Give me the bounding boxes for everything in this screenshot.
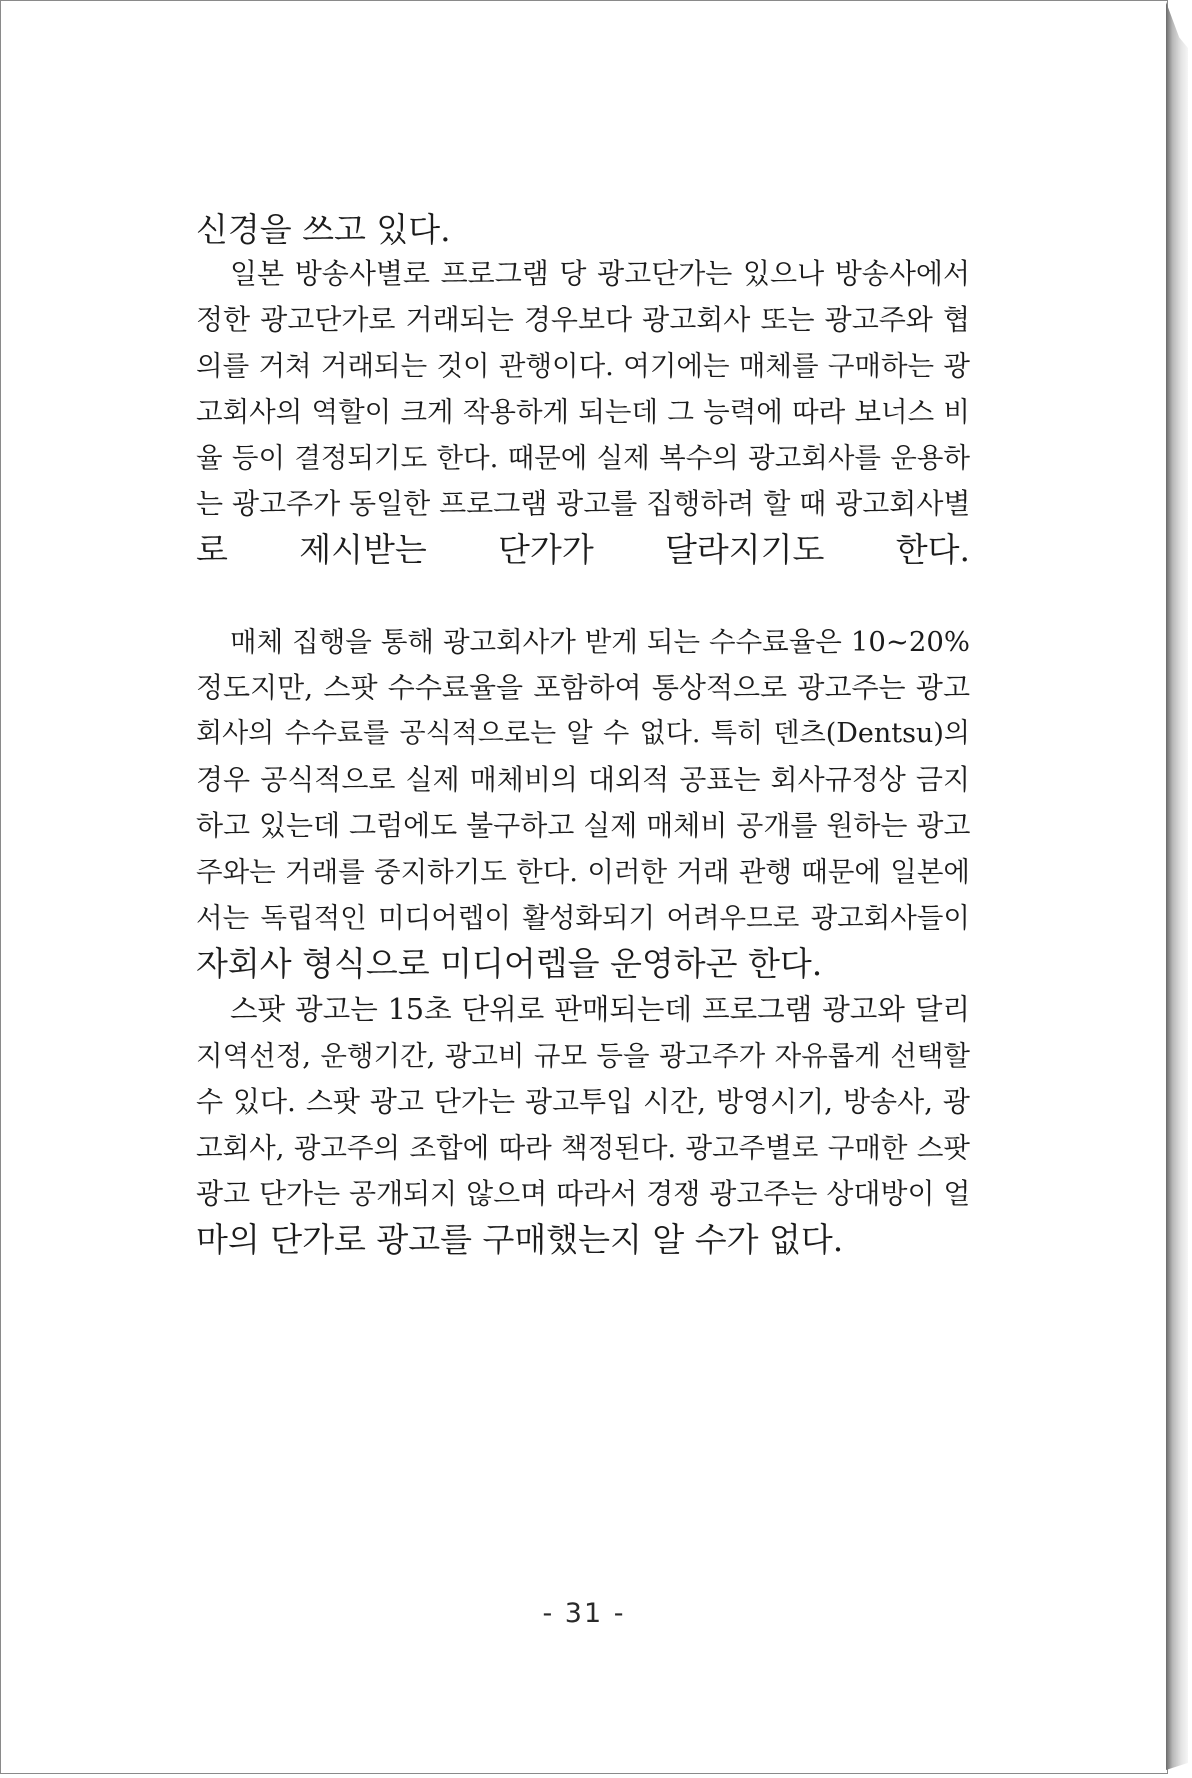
text-line: 고회사, 광고주의 조합에 따라 책정된다. 광고주별로 구매한 스팟 xyxy=(196,1132,970,1164)
text-line: 마의 단가로 광고를 구매했는지 알 수가 없다. xyxy=(196,1220,844,1259)
text-line xyxy=(196,574,970,618)
text-line: 하고 있는데 그럼에도 불구하고 실제 매체비 공개를 원하는 광고 xyxy=(196,809,971,842)
text-line: 지역선정, 운행기간, 광고비 규모 등을 광고주가 자유롭게 선택할 xyxy=(196,1040,970,1072)
text-line: 일본 방송사별로 프로그램 당 광고단가는 있으나 방송사에서 xyxy=(230,257,970,290)
page-edge-shadow xyxy=(1166,2,1188,1770)
text-line: 의를 거쳐 거래되는 것이 관행이다. 여기에는 매체를 구매하는 광 xyxy=(196,350,970,382)
text-line: 정도지만, 스팟 수수료율을 포함하여 통상적으로 광고주는 광고 xyxy=(196,671,970,704)
text-line: 고회사의 역할이 크게 작용하게 되는데 그 능력에 따라 보너스 비 xyxy=(196,396,970,428)
text-line: 스팟 광고는 15초 단위로 판매되는데 프로그램 광고와 달리 xyxy=(230,993,970,1026)
text-line: 서는 독립적인 미디어렙이 활성화되기 어려우므로 광고회사들이 xyxy=(196,902,970,934)
text-line: 정한 광고단가로 거래되는 경우보다 광고회사 또는 광고주와 협 xyxy=(196,303,970,336)
text-line: 매체 집행을 통해 광고회사가 받게 되는 수수료율은 10~20% xyxy=(230,626,970,658)
text-line: 율 등이 결정되기도 한다. 때문에 실제 복수의 광고회사를 운용하 xyxy=(196,442,970,474)
text-line: 회사의 수수료를 공식적으로는 알 수 없다. 특히 덴츠(Dentsu)의 xyxy=(196,718,970,749)
text-line: 로 제시받는 단가가 달라지기도 한다. xyxy=(196,530,970,569)
text-line: 광고 단가는 공개되지 않으며 따라서 경쟁 광고주는 상대방이 얼 xyxy=(196,1177,971,1210)
text-line: 주와는 거래를 중지하기도 한다. 이러한 거래 관행 때문에 일본에 xyxy=(196,856,970,888)
text-line: 는 광고주가 동일한 프로그램 광고를 집행하려 할 때 광고회사별 xyxy=(196,487,971,520)
text-line: 경우 공식적으로 실제 매체비의 대외적 공표는 회사규정상 금지 xyxy=(196,763,970,796)
text-line: 수 있다. 스팟 광고 단가는 광고투입 시간, 방영시기, 방송사, 광 xyxy=(196,1085,970,1118)
page-number: - 31 - xyxy=(542,1598,626,1629)
text-line: 자회사 형식으로 미디어렙을 운영하곤 한다. xyxy=(196,944,823,983)
text-line: 신경을 쓰고 있다. xyxy=(196,210,451,249)
